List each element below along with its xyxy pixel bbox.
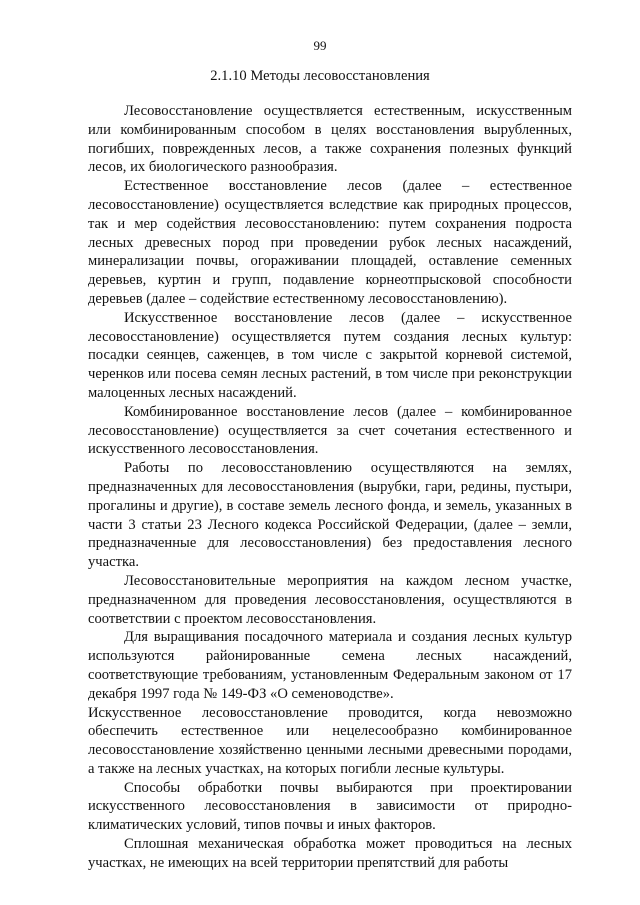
paragraph: Естественное восстановление лесов (далее – естественное лесовосстановление) осуществляется вследствие как природных процессов, так и мер содействия лесовосстановлению: путем сохранения подроста лесных древесных пород при проведении рубок лесных насаждений, минерализации почвы, огораживании площадей, оставление семенных деревьев, куртин и групп, подавление корнеотпрысковой способности деревьев (далее – содействие естественному лесовосстановлению). [88, 178, 572, 307]
paragraph: Способы обработки почвы выбираются при проектировании искусственного лесовосстановления в зависимости от природно-климатических условий, типов почвы и иных факторов. [88, 779, 572, 834]
paragraph: Работы по лесовосстановлению осуществляются на землях, предназначенных для лесовосстановления (вырубки, гари, редины, пустыри, прогалины и другие), в составе земель лесного фонда, и земель, указанных в части 3 статьи 23 Лесного кодекса Российской Федерации, (далее – земли, предназначенные для лесовосстановления) без предоставления лесного участка. [88, 460, 572, 571]
section-title: 2.1.10 Методы лесовосстановления [210, 68, 430, 84]
paragraph: Лесовосстановительные мероприятия на каждом лесном участке, предназначенном для проведения лесовосстановления, осуществляются в соответствии с проектом лесовосстановления. [88, 572, 572, 627]
paragraph: Лесовосстановление осуществляется естественным, искусственным или комбинированным способом в целях восстановления вырубленных, погибших, поврежденных лесов, а также сохранения полезных функций лесов, их биологического разнообразия. [88, 103, 572, 176]
paragraph: Сплошная механическая обработка может проводиться на лесных участках, не имеющих на всей территории препятствий для работы [88, 836, 572, 871]
paragraph: Искусственное лесовосстановление проводится, когда невозможно обеспечить естественное или нецелесообразно комбинированное лесовосстановление хозяйственно ценными лесными древесными породами, а также на лесных участках, на которых погибли лесные культуры. [88, 704, 572, 777]
paragraph: Комбинированное восстановление лесов (далее – комбинированное лесовосстановление) осуществляется за счет сочетания естественного и искусственного лесовосстановления. [88, 403, 572, 458]
paragraph: Искусственное восстановление лесов (далее – искусственное лесовосстановление) осуществляется путем создания лесных культур: посадки сеянцев, саженцев, в том числе с закрытой корневой системой, черенков или посева семян лесных растений, в том числе при реконструкции малоценных лесных насаждений. [88, 309, 572, 401]
page-number: 99 [313, 38, 327, 53]
paragraph: Для выращивания посадочного материала и создания лесных культур используются районированные семена лесных насаждений, соответствующие требованиям, установленным Федеральным законом от 17 декабря 1997 года № 149-ФЗ «О семеноводстве». [88, 629, 572, 702]
body-text [88, 102, 572, 873]
